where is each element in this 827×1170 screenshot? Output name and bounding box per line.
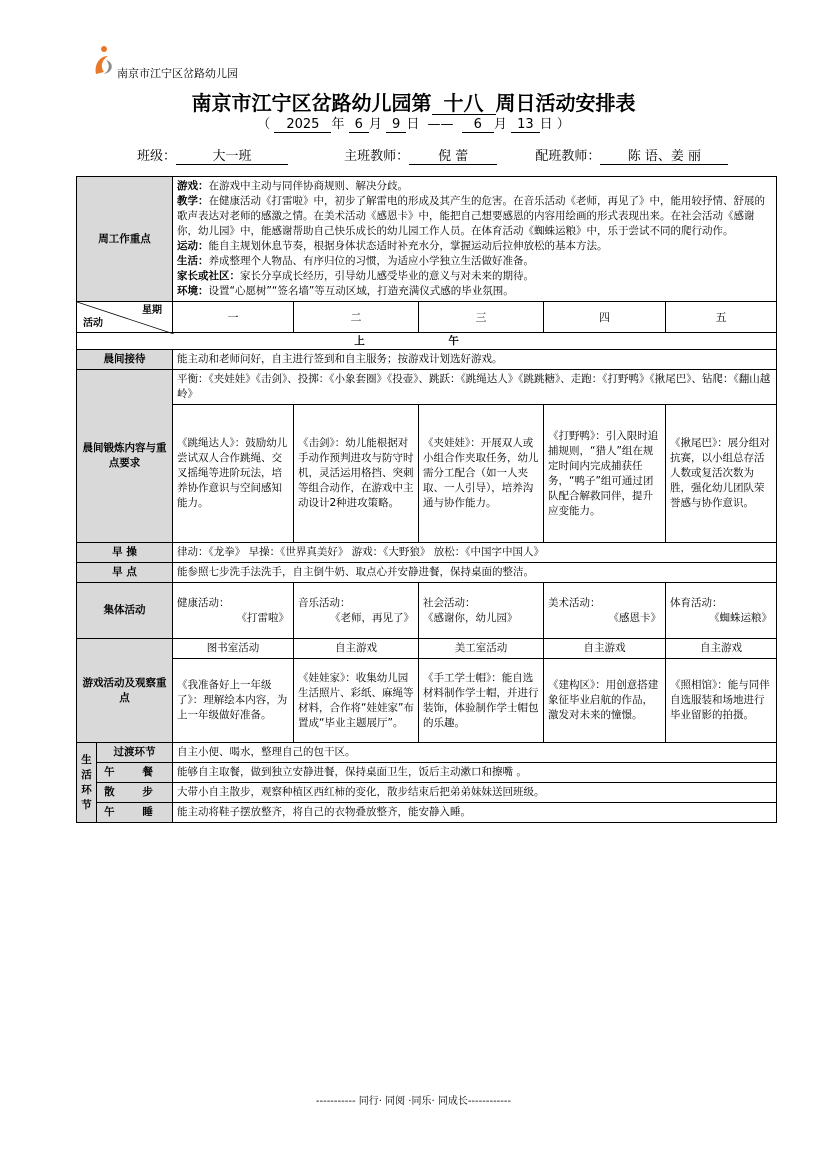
date-year: 2025 [274,118,331,133]
assist-teacher-value: 陈 语、姜 丽 [600,149,728,165]
game-type: 美工室活动 [419,639,544,659]
group-activity [544,583,666,639]
group-activity-type: 美术活动： [548,596,601,609]
focus-key: 家长或社区： [177,270,240,282]
life-row-label: 过渡环节 [97,743,173,763]
focus-text: 在游戏中主动与同伴协商规则、解决分歧。 [208,180,408,192]
game-type: 图书室活动 [173,639,294,659]
focus-line [177,194,772,239]
exercise-day: 《跳绳达人》：鼓励幼儿尝试双人合作跳绳、交叉摇绳等进阶玩法，培养协作意识与空间感知能力。 [173,405,294,543]
game-type: 自主游戏 [544,639,666,659]
early-exercise-text: 律动：《龙拳》 早操：《世界真美好》 游戏：《大野狼》 放松：《中国字中国人》 [173,543,777,563]
exercise-summary: 平衡：《夹娃娃》《击剑》、投掷：《小象套圈》《投壶》、跳跃：《跳绳达人》《跳跳糖》、走跑：《打野鸭》《揪尾巴》、钻爬：《翻山越岭》 [173,370,777,405]
focus-content [173,177,777,302]
snack-text: 能参照七步洗手法洗手，自主倒牛奶、取点心并安静进餐，保持桌面的整洁。 [173,563,777,583]
focus-label: 周工作重点 [77,177,173,302]
group-activity-name: 《感谢你，幼儿园》 [423,611,518,624]
life-row-label: 午 睡 [97,803,173,823]
title-suffix: 周日活动安排表 [495,91,636,115]
focus-key: 运动： [177,240,209,252]
life-row-text: 能主动将鞋子摆放整齐，将自己的衣物叠放整齐，能安静入睡。 [173,803,777,823]
life-char: 生 [81,753,92,766]
day-header: 一 [173,302,294,333]
exercise-day: 《击剑》：幼儿能根据对手动作预判进攻与防守时机，灵活运用格挡、突刺等组合动作，在游戏中主动设计2种进攻策略。 [294,405,419,543]
focus-line [177,254,772,269]
focus-text: 养成整理个人物品、有序归位的习惯，为适应小学独立生活做好准备。 [208,255,534,267]
early-exercise-label: 早 操 [77,543,173,563]
exercise-days-row [77,405,777,543]
date-dash: —— [427,117,454,132]
snack-label: 早 点 [77,563,173,583]
group-activity-name: 《老师，再见了》 [330,611,414,624]
date-month-end: 6 [462,118,494,133]
date-day-end: 13 [511,118,540,133]
logo-text: 南京市江宁区岔路幼儿园 [117,67,238,80]
exercise-day: 《打野鸭》：引入限时追捕规则，“猎人”组在规定时间内完成捕获任务，“鸭子”组可通过团队配合解救同伴，提升应变能力。 [544,405,666,543]
morning-row [77,333,777,350]
class-label: 班级： [137,149,177,164]
game-detail: 《建构区》：用创意搭建象征毕业启航的作品，激发对未来的憧憬。 [544,659,666,743]
reception-label: 晨间接待 [77,350,173,370]
reception-row [77,350,777,370]
title-week: 十八 [432,92,496,115]
focus-key: 教学： [177,195,209,207]
day-header: 三 [419,302,544,333]
life-char: 活 [81,768,92,781]
group-activity [173,583,294,639]
group-activity-label: 集体活动 [77,583,173,639]
game-type: 自主游戏 [294,639,419,659]
page-footer: ----------- 同行· 同阅 ·同乐· 同成长------------ [315,1096,512,1107]
main-teacher-label: 主班教师： [344,149,410,164]
class-value: 大一班 [176,149,288,165]
focus-key: 生活： [177,255,209,267]
game-detail: 《娃娃家》：收集幼儿园生活照片、彩纸、麻绳等材料，合作将“娃娃家”布置成“毕业主题展厅”。 [294,659,419,743]
game-detail: 《照相馆》：能与同伴自选服装和场地进行毕业留影的拍摄。 [666,659,777,743]
life-row-text: 能够自主取餐，做到独立安静进餐，保持桌面卫生，饭后主动漱口和擦嘴 。 [173,763,777,783]
page-title [0,87,827,116]
focus-line [177,284,772,299]
weekday-label: 星期 [142,305,162,316]
game-detail-row [77,659,777,743]
life-row [77,803,777,823]
morning-label: 上 午 [77,333,777,350]
life-row-label: 午 餐 [97,763,173,783]
game-detail: 《手工学士帽》：能自选材料制作学士帽，并进行装饰，体验制作学士帽包的乐趣。 [419,659,544,743]
date-month-start: 6 [349,118,369,133]
focus-key: 环境： [177,285,209,297]
early-exercise-row [77,543,777,563]
life-row-text: 大带小自主散步，观察种植区西红柿的变化，散步结束后把弟弟妹妹送回班级。 [173,783,777,803]
group-activity-row [77,583,777,639]
logo-mark-icon [92,44,116,78]
group-activity-type: 健康活动： [177,596,230,609]
life-char: 节 [81,798,92,811]
date-range [0,113,827,133]
date-month-unit-2: 月 [493,117,507,132]
title-prefix: 南京市江宁区岔路幼儿园第 [191,91,432,115]
life-char: 环 [81,783,92,796]
day-header: 四 [544,302,666,333]
day-header: 二 [294,302,419,333]
group-activity [294,583,419,639]
group-activity-name: 《蜘蛛运粮》 [709,611,773,624]
life-row [77,783,777,803]
weekday-header-row [77,302,777,333]
life-row-label: 散 步 [97,783,173,803]
group-activity-type: 体育活动： [670,596,723,609]
date-day-unit-2: 日 [539,117,553,132]
focus-row [77,177,777,302]
main-teacher-value: 倪 蕾 [409,149,497,165]
exercise-summary-row [77,370,777,405]
focus-line [177,269,772,284]
focus-text: 在健康活动《打雷啦》中，初步了解雷电的形成及其产生的危害。在音乐活动《老师，再见了》中，能用较抒情、舒展的歌声表达对老师的感激之情。在美术活动《感恩卡》中，能把自己想要感恩的内容用绘画的形式表现出来。在社会活动《感谢你，幼儿园》中，能感谢帮助自己快乐成长的幼儿园工作人员。在体育活动《蜘蛛运粮》中，乐于尝试不同的爬行动作。 [177,195,765,237]
group-activity [666,583,777,639]
group-activity-name: 《感恩卡》 [608,611,661,624]
focus-line [177,239,772,254]
game-type: 自主游戏 [666,639,777,659]
reception-text: 能主动和老师问好，自主进行签到和自主服务；按游戏计划选好游戏。 [173,350,777,370]
class-info [137,145,728,165]
exercise-day: 《揪尾巴》：展分组对抗赛，以小组总存活人数或复活次数为胜，强化幼儿团队荣誉感与协作意识。 [666,405,777,543]
assist-teacher-label: 配班教师： [535,149,601,164]
diagonal-header [77,302,173,333]
life-row [77,743,777,763]
game-detail: 《我准备好上一年级了》：理解绘本内容，为上一年级做好准备。 [173,659,294,743]
date-open: （ [257,117,271,132]
date-close: ） [556,117,570,132]
focus-line [177,179,772,194]
life-section-label [77,743,97,823]
activity-label: 活动 [83,318,103,329]
focus-text: 设置“心愿树”“签名墙”等互动区域，打造充满仪式感的毕业氛围。 [208,285,514,297]
date-day-unit: 日 [406,117,420,132]
group-activity-type: 社会活动： [423,596,476,609]
group-activity-type: 音乐活动： [298,596,351,609]
exercise-day: 《夹娃娃》：开展双人或小组合作夹取任务，幼儿需分工配合（如一人夹取、一人引导），培养沟通与协作能力。 [419,405,544,543]
focus-text: 家长分享成长经历，引导幼儿感受毕业的意义与对未来的期待。 [240,270,534,282]
day-header: 五 [666,302,777,333]
snack-row [77,563,777,583]
exercise-label: 晨间锻炼内容与重点要求 [77,370,173,543]
life-row-text: 自主小便、喝水，整理自己的包干区。 [173,743,777,763]
focus-text: 能自主规划休息节奏，根据身体状态适时补充水分，掌握运动后拉伸放松的基本方法。 [208,240,608,252]
group-activity-name: 《打雷啦》 [236,611,289,624]
games-label: 游戏活动及观察重点 [77,639,173,743]
schedule-table [76,176,777,823]
game-type-row [77,639,777,659]
date-month-unit: 月 [368,117,382,132]
date-day-start: 9 [386,118,406,133]
focus-key: 游戏： [177,180,209,192]
group-activity [419,583,544,639]
date-year-unit: 年 [331,117,345,132]
life-row [77,763,777,783]
